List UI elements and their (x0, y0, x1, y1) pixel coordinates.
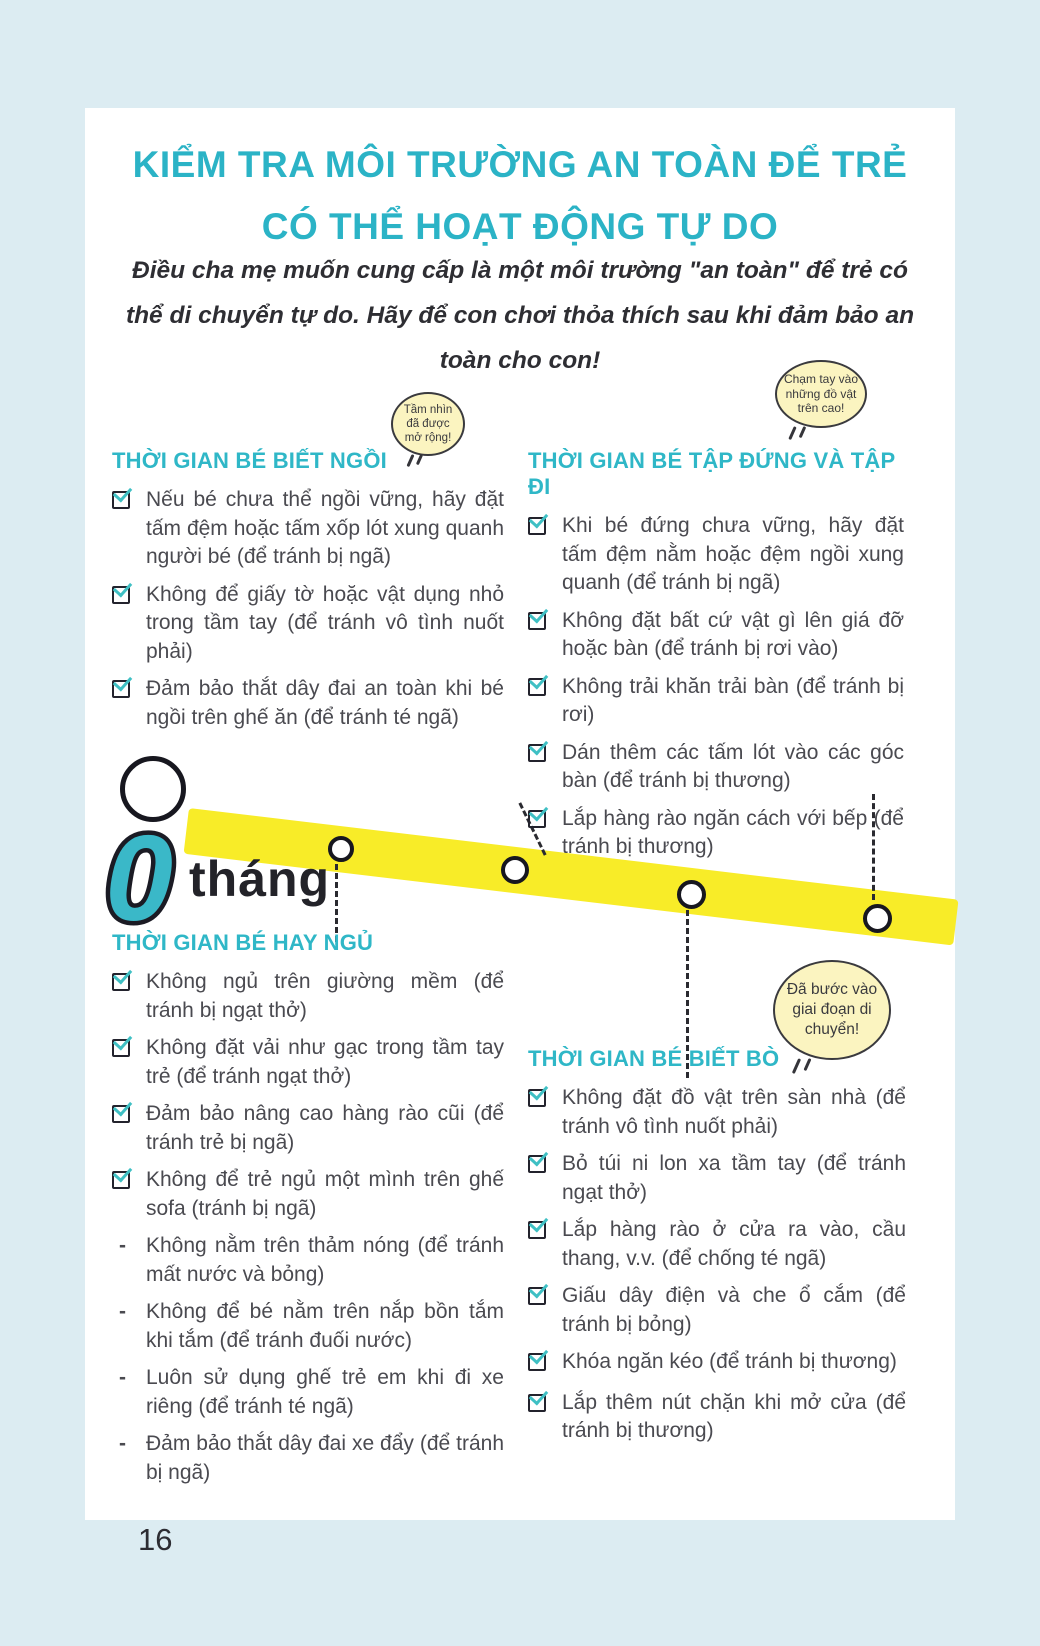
checkmark-icon (528, 1353, 546, 1371)
checklist-item-text: Lắp thêm nút chặn khi mở cửa (để tránh bị thương) (562, 1390, 906, 1442)
checklist-item-text: Bỏ túi ni lon xa tầm tay (để tránh ngạt thở) (562, 1152, 906, 1204)
checklist-item-text: Không ngủ trên giường mềm (để tránh bị ngạt thở) (146, 970, 504, 1022)
checkmark-icon (528, 744, 546, 762)
section-standing-walking (528, 448, 904, 871)
timeline-marker-circle (328, 836, 354, 862)
checklist-item (528, 739, 904, 796)
section-sleeping (112, 930, 504, 1496)
checkmark-icon (528, 1089, 546, 1107)
checkmark-icon (112, 586, 130, 604)
speech-bubble-text: Chạm tay vào những đồ vật trên cao! (783, 372, 859, 416)
checkbox-checked-icon (112, 1166, 133, 1223)
section-heading: THỜI GIAN BÉ BIẾT BÒ (528, 1046, 780, 1071)
checklist-item (528, 805, 904, 862)
speech-bubble-text: Tầm nhìn đã được mở rộng! (403, 404, 453, 444)
checkmark-icon (528, 612, 546, 630)
checkmark-icon (112, 973, 130, 991)
checklist-item-text: Dán thêm các tấm lót vào các góc bàn (để tránh bị thương) (562, 740, 904, 792)
checkmark-icon (112, 1039, 130, 1057)
checklist-item-text: Không đặt bất cứ vật gì lên giá đỡ hoặc bàn (để tránh bị rơi vào) (562, 608, 904, 660)
checklist-item-text: Không nằm trên thảm nóng (để tránh mất nước và bỏng) (146, 1234, 504, 1286)
speech-bubble-reach (775, 360, 867, 428)
checkbox-checked-icon (528, 805, 549, 862)
section-heading: THỜI GIAN BÉ HAY NGỦ (112, 930, 374, 955)
checklist-item (112, 1100, 504, 1157)
checklist-item (112, 1298, 504, 1355)
checklist-item (112, 1430, 504, 1487)
checklist-item (528, 1389, 906, 1446)
checklist-item-text: Không để giấy tờ hoặc vật dụng nhỏ trong tầm tay (để tránh vô tình nuốt phải) (146, 582, 504, 663)
checkmark-icon (112, 1171, 130, 1189)
checklist-item-text: Đảm bảo thắt dây đai xe đẩy (để tránh bị ngã) (146, 1432, 504, 1484)
page-sheet (85, 108, 955, 1520)
page-subtitle: Điều cha mẹ muốn cung cấp là một môi trường "an toàn" để trẻ có thể di chuyển tự do. Hãy để con chơi thỏa thích sau khi đảm bảo an toàn cho con! (125, 257, 915, 374)
checklist-item-text: Lắp hàng rào ở cửa ra vào, cầu thang, v.v. (để chống té ngã) (562, 1218, 906, 1270)
checkmark-icon (528, 678, 546, 696)
checklist-item (528, 512, 904, 598)
section-heading: THỜI GIAN BÉ BIẾT NGỒI (112, 448, 387, 473)
checklist-item (528, 1282, 906, 1339)
checklist-item-text: Luôn sử dụng ghế trẻ em khi đi xe riêng (để tránh té ngã) (146, 1366, 504, 1418)
section-crawling (528, 1046, 906, 1455)
checklist-item-text: Không đặt vải như gạc trong tầm tay trẻ (để tránh ngạt thở) (146, 1036, 504, 1088)
checklist-item (528, 1348, 906, 1380)
speech-bubble-text: Đã bước vào giai đoạn di chuyển! (786, 981, 878, 1038)
checklist-item (528, 1216, 906, 1273)
dash-bullet: - (119, 1366, 126, 1389)
checklist-item (112, 968, 504, 1025)
checklist-item (112, 1034, 504, 1091)
checkmark-icon (112, 491, 130, 509)
checklist (112, 968, 504, 1487)
checklist-item (112, 1232, 504, 1289)
checklist-item-text: Không trải khăn trải bàn (để tránh bị rơi) (562, 674, 904, 726)
checklist-item (528, 673, 904, 730)
checkbox-checked-icon (112, 1100, 133, 1157)
timeline-marker-circle (863, 904, 892, 933)
speech-bubble-vision (391, 392, 465, 456)
checkmark-icon (528, 810, 546, 828)
checklist-item-text: Giấu dây điện và che ổ cắm (để tránh bị bỏng) (562, 1284, 906, 1336)
checkbox-checked-icon (528, 607, 549, 664)
checkbox-checked-icon (528, 1084, 549, 1141)
checkmark-icon (528, 1287, 546, 1305)
dash-bullet: - (119, 1432, 126, 1455)
checkbox-checked-icon (528, 1389, 549, 1446)
section-heading: THỜI GIAN BÉ TẬP ĐỨNG VÀ TẬP ĐI (528, 448, 895, 499)
bubble-tail (799, 426, 806, 438)
page-title-line2: CÓ THỂ HOẠT ĐỘNG TỰ DO (261, 206, 779, 247)
checkmark-icon (528, 517, 546, 535)
checklist-item (112, 581, 504, 667)
checkmark-icon (528, 1394, 546, 1412)
checkbox-checked-icon (528, 673, 549, 730)
checklist-item (112, 1364, 504, 1421)
month-label: tháng (189, 851, 331, 907)
checkmark-icon (528, 1221, 546, 1239)
dash-bullet: - (119, 1234, 126, 1257)
checklist-item-text: Lắp hàng rào ngăn cách với bếp (để tránh bị thương) (562, 806, 904, 858)
checkbox-checked-icon (528, 739, 549, 796)
checklist-item-text: Khóa ngăn kéo (để tránh bị thương) (562, 1350, 897, 1373)
checklist-item-text: Đảm bảo nâng cao hàng rào cũi (để tránh trẻ bị ngã) (146, 1102, 504, 1154)
checklist-item-text: Không để bé nằm trên nắp bồn tắm khi tắm (để tránh đuối nước) (146, 1300, 504, 1352)
checklist-item (528, 1150, 906, 1207)
month-number: 0 (105, 810, 173, 946)
checkbox-checked-icon (528, 1216, 549, 1273)
checkbox-checked-icon (112, 675, 133, 732)
checklist-item-text: Nếu bé chưa thể ngồi vững, hãy đặt tấm đệm hoặc tấm xốp lót xung quanh người bé (để tránh bị ngã) (146, 488, 504, 568)
section-sitting (112, 448, 504, 741)
checklist-item-text: Đảm bảo thắt dây đai an toàn khi bé ngồi trên ghế ăn (để tránh té ngã) (146, 677, 504, 729)
checkbox-checked-icon (112, 581, 133, 667)
checklist (528, 1084, 906, 1446)
checklist-item-text: Khi bé đứng chưa vững, hãy đặt tấm đệm nằm hoặc đệm ngồi xung quanh (để tránh bị ngã) (562, 514, 904, 594)
checklist-item-text: Không đặt đồ vật trên sàn nhà (để tránh vô tình nuốt phải) (562, 1086, 906, 1138)
checklist-item (112, 675, 504, 732)
dash-bullet: - (119, 1300, 126, 1323)
checklist-item (528, 1084, 906, 1141)
speech-bubble-moving (773, 960, 891, 1060)
checkbox-checked-icon (528, 512, 549, 598)
checkmark-icon (112, 1105, 130, 1123)
checklist-item (112, 486, 504, 572)
checkbox-checked-icon (112, 968, 133, 1025)
checkbox-checked-icon (528, 1150, 549, 1207)
checkmark-icon (528, 1155, 546, 1173)
bubble-tail (788, 426, 796, 440)
checkbox-checked-icon (528, 1282, 549, 1339)
checklist (112, 486, 504, 732)
checkmark-icon (112, 680, 130, 698)
checklist-item (528, 607, 904, 664)
checklist (528, 512, 904, 862)
page-title (85, 134, 955, 258)
checkbox-checked-icon (112, 1034, 133, 1091)
checklist-item (112, 1166, 504, 1223)
page-title-line1: KIỂM TRA MÔI TRƯỜNG AN TOÀN ĐỂ TRẺ (132, 144, 908, 185)
checkbox-checked-icon (528, 1348, 549, 1380)
checklist-item-text: Không để trẻ ngủ một mình trên ghế sofa (tránh bị ngã) (146, 1168, 504, 1220)
timeline-marker-circle (501, 856, 529, 884)
page-number: 16 (138, 1522, 173, 1557)
timeline-marker-circle (677, 880, 706, 909)
checkbox-checked-icon (112, 486, 133, 572)
